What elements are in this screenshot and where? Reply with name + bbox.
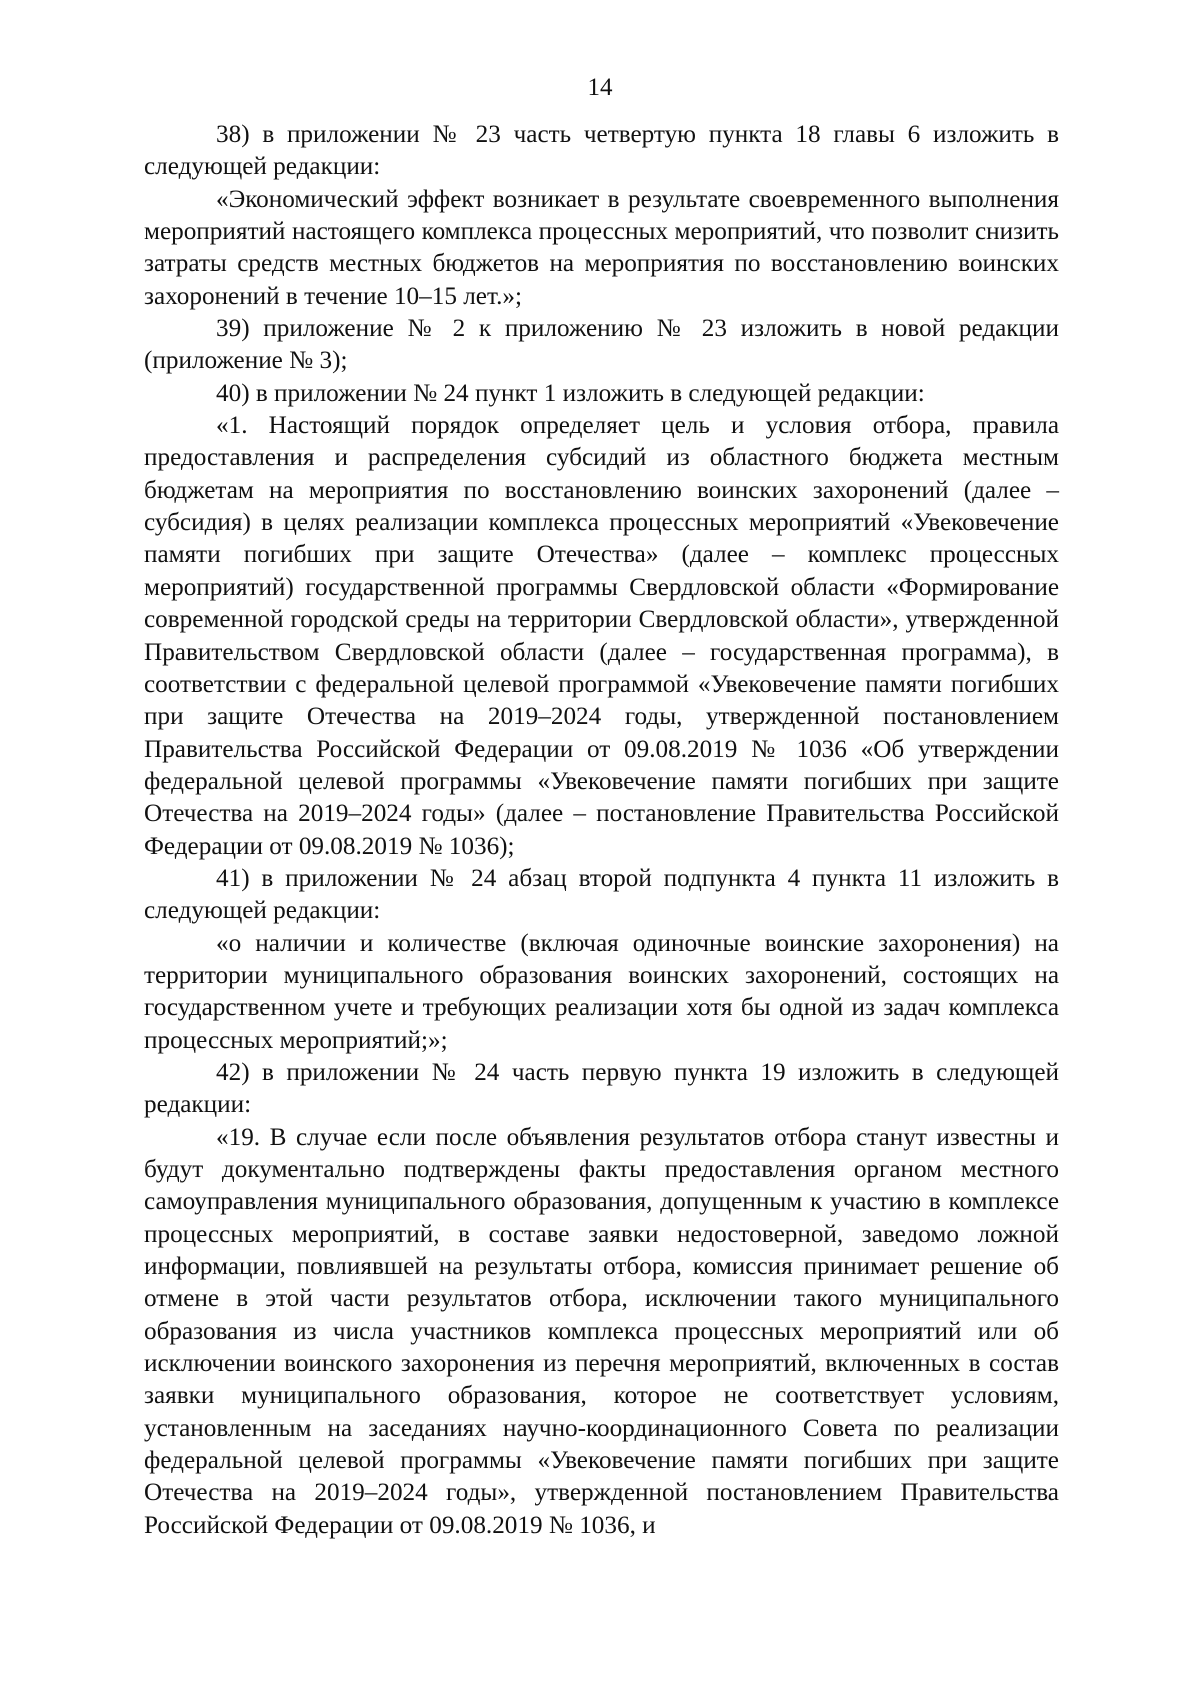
paragraph-item-42: 42) в приложении № 24 часть первую пункта 19 изложить в следующей редакции: (144, 1058, 1059, 1119)
paragraph-item-41: 41) в приложении № 24 абзац второй подпункта 4 пункта 11 изложить в следующей редакции: (144, 864, 1059, 925)
page-number: 14 (587, 74, 613, 101)
paragraph-quote-economic-effect: «Экономический эффект возникает в результате своевременного выполнения мероприятий настоящего комплекса процессных мероприятий, что позволит снизить затраты средств местных бюджетов на мероприятия по восстановлению воинских захоронений в течение 10–15 лет.»; (144, 185, 1059, 310)
paragraph-quote-point-1: «1. Настоящий порядок определяет цель и условия отбора, правила предоставления и распределения субсидий из областного бюджета местным бюджетам на мероприятия по восстановлению воинских захоронений (далее – субсидия) в целях реализации комплекса процессных мероприятий «Увековечение памяти погибших при защите Отечества» (далее – комплекс процессных мероприятий) государственной программы Свердловской области «Формирование современной городской среды на территории Свердловской области», утвержденной Правительством Свердловской области (далее – государственная программа), в соответствии с федеральной целевой программой «Увековечение памяти погибших при защите Отечества на 2019–2024 годы, утвержденной постановлением Правительства Российской Федерации от 09.08.2019 № 1036 «Об утверждении федеральной целевой программы «Увековечение памяти погибших при защите Отечества на 2019–2024 годы» (далее – постановление Правительства Российской Федерации от 09.08.2019 № 1036); (144, 412, 1059, 860)
paragraph-item-38: 38) в приложении № 23 часть четвертую пункта 18 главы 6 изложить в следующей редакции: (144, 121, 1059, 181)
paragraph-item-39: 39) приложение № 2 к приложению № 23 изложить в новой редакции (приложение № 3); (144, 315, 1059, 375)
paragraph-item-40: 40) в приложении № 24 пункт 1 изложить в следующей редакции: (216, 379, 925, 407)
paragraph-quote-point-19: «19. В случае если после объявления результатов отбора станут известны и будут документально подтверждены факты предоставления органом местного самоуправления муниципального образования, допущенным к участию в комплексе процессных мероприятий, в составе заявки недостоверной, заведомо ложной информации, повлиявшей на результаты отбора, комиссия принимает решение об отмене в этой части результатов отбора, исключении такого муниципального образования из числа участников комплекса процессных мероприятий или об исключении воинского захоронения из перечня мероприятий, включенных в состав заявки муниципального образования, которое не соответствует условиям, установленным на заседаниях научно-координационного Совета по реализации федеральной целевой программы «Увековечение памяти погибших при защите Отечества на 2019–2024 годы», утвержденной постановлением Правительства Российской Федерации от 09.08.2019 № 1036, и (144, 1123, 1059, 1539)
document-body (144, 119, 1059, 1542)
paragraph-quote-subpoint-4: «о наличии и количестве (включая одиночные воинские захоронения) на территории муниципального образования воинских захоронений, состоящих на государственном учете и требующих реализации хотя бы одной из задач комплекса процессных мероприятий;»; (144, 929, 1059, 1054)
